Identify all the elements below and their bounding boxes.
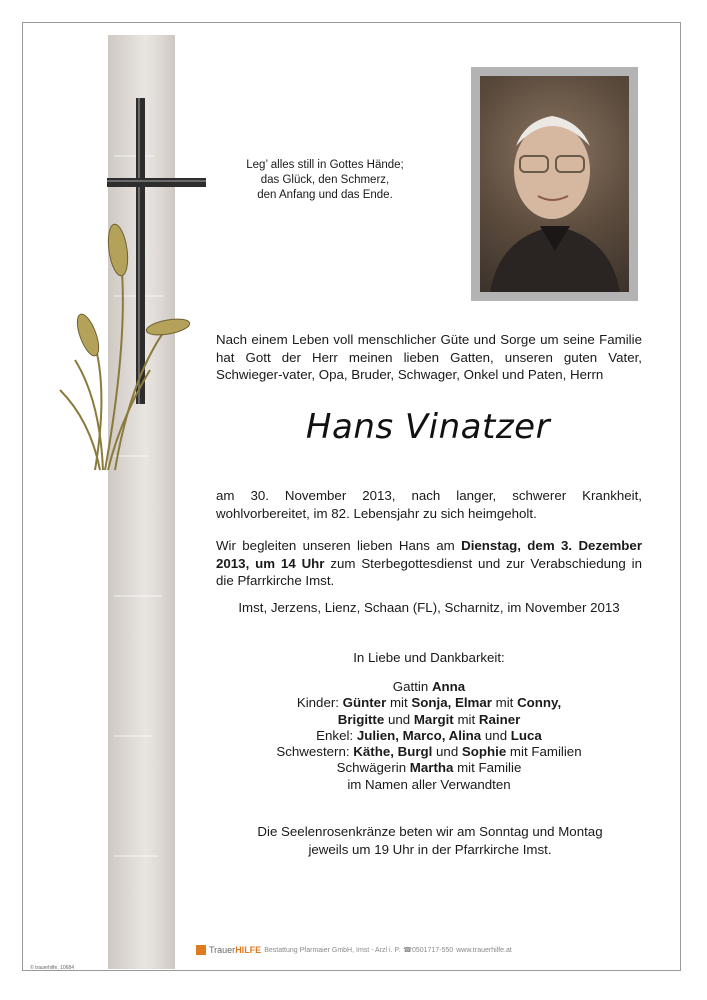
family-wife: Gattin Anna — [392, 679, 466, 694]
verse-line: den Anfang und das Ende. — [257, 189, 393, 201]
family-list — [216, 679, 642, 793]
family-sister-in-law: Schwägerin Martha mit Familie — [336, 760, 522, 776]
footer-company: Bestattung Pfarmaier GmbH, Imst - Arzl i. P. — [264, 946, 401, 954]
deceased-name: Hans Vinatzer — [305, 407, 551, 447]
verse — [222, 158, 428, 203]
footer — [196, 943, 536, 957]
logo-wordmark: TrauerHILFE — [209, 945, 262, 955]
death-notice: am 30. November 2013, nach langer, schwerer Krankheit, wohlvorbereitet, im 82. Lebensjahr zu sich heimgeholt. — [216, 488, 642, 521]
footer-web[interactable]: www.trauerhilfe.at — [456, 946, 512, 954]
verse-line: Leg’ alles still in Gottes Hände; — [246, 159, 404, 171]
portrait-frame — [471, 67, 638, 301]
image-credit: © trauerhilfe, 10684 — [30, 965, 74, 971]
family-relatives: im Namen aller Verwandten — [347, 776, 511, 792]
family-children-2: Brigitte und Margit mit Rainer — [337, 711, 521, 727]
footer-phone: ☎0501717-550 — [403, 947, 454, 954]
intro-text: Nach einem Leben voll menschlicher Güte und Sorge um seine Familie hat Gott der Herr meinen lieben Gatten, unseren guten Vater, Schwieger-vater, Opa, Bruder, Schwager, Onkel und Paten, Herrn — [216, 332, 642, 382]
rosary-notice: Die Seelenrosenkränze beten wir am Sonntag und Montag jeweils um 19 Uhr in der Pfarrkirche Imst. — [257, 824, 603, 857]
funeral-date: Dienstag, dem 3. Dezember 2013, um 14 Uhr — [216, 538, 642, 571]
family-grandchildren: Enkel: Julien, Marco, Alina und Luca — [316, 727, 542, 743]
logo-icon — [196, 945, 206, 955]
portrait-photo — [480, 76, 629, 292]
funeral-notice: Wir begleiten unseren lieben Hans am Dienstag, dem 3. Dezember 2013, um 14 Uhr zum Sterbegottesdienst und zur Verabschiedung in die Pfarrkirche Imst. — [216, 538, 642, 588]
family-children: Kinder: Günter mit Sonja, Elmar mit Conny, — [296, 695, 562, 711]
places-date: Imst, Jerzens, Lienz, Schaan (FL), Scharnitz, im November 2013 — [238, 600, 620, 615]
verse-line: das Glück, den Schmerz, — [260, 174, 390, 186]
family-sisters: Schwestern: Käthe, Burgl und Sophie mit Familien — [276, 744, 582, 760]
gratitude-line: In Liebe und Dankbarkeit: — [353, 650, 505, 665]
